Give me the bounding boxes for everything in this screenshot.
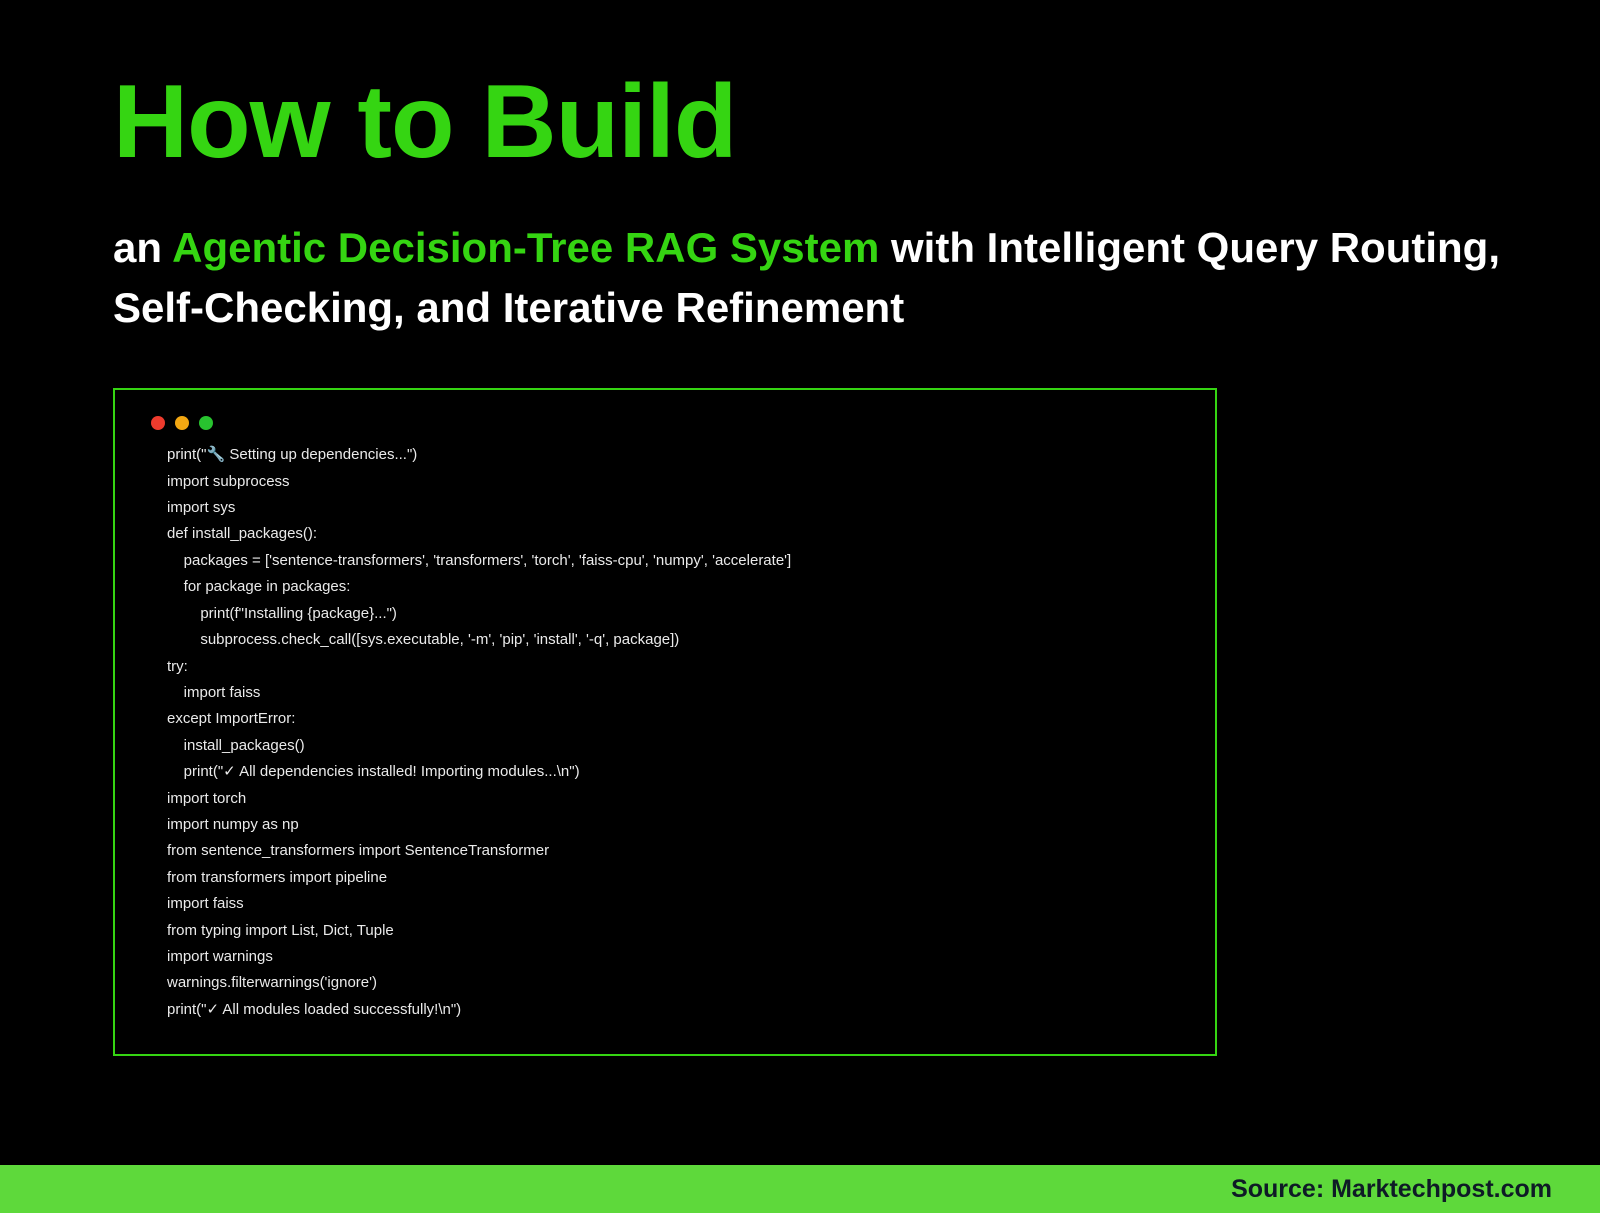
subtitle-prefix: an xyxy=(113,224,173,271)
code-line: for package in packages: xyxy=(167,578,351,596)
code-line: print("🔧 Setting up dependencies...") xyxy=(167,446,418,464)
page-subtitle xyxy=(113,218,1503,337)
code-line: except ImportError: xyxy=(167,710,296,728)
main-content xyxy=(0,64,1600,1056)
code-line: print("✓ All dependencies installed! Importing modules...\n") xyxy=(167,763,580,781)
code-line: import numpy as np xyxy=(167,815,299,833)
code-line: def install_packages(): xyxy=(167,525,318,543)
code-line: import warnings xyxy=(167,947,273,965)
code-line: packages = ['sentence-transformers', 'transformers', 'torch', 'faiss-cpu', 'numpy', 'accelerate'] xyxy=(167,551,792,569)
source-credit: Source: Marktechpost.com xyxy=(1231,1175,1552,1203)
close-dot-icon xyxy=(151,416,165,430)
code-line: import faiss xyxy=(167,895,244,913)
minimize-dot-icon xyxy=(175,416,189,430)
footer-bar xyxy=(0,1165,1600,1213)
page-title: How to Build xyxy=(113,64,737,180)
code-window xyxy=(113,388,1217,1056)
code-line: from typing import List, Dict, Tuple xyxy=(167,921,394,939)
code-line: print("✓ All modules loaded successfully!\n") xyxy=(167,1000,462,1018)
code-line: from sentence_transformers import SentenceTransformer xyxy=(167,842,550,860)
code-line: import faiss xyxy=(167,683,261,701)
page xyxy=(0,64,1600,1213)
code-block xyxy=(167,442,1215,1023)
code-line: import torch xyxy=(167,789,247,807)
code-line: install_packages() xyxy=(167,736,305,754)
code-line: subprocess.check_call([sys.executable, '-m', 'pip', 'install', '-q', package]) xyxy=(167,631,680,649)
subtitle-rest: with Intelligent Query Routing, Self-Checking, and Iterative Refinement xyxy=(113,224,1500,331)
code-line: import sys xyxy=(167,499,236,517)
code-line: print(f"Installing {package}...") xyxy=(167,604,397,622)
window-controls xyxy=(151,416,1215,430)
code-line: warnings.filterwarnings('ignore') xyxy=(167,974,377,992)
subtitle-highlight: Agentic Decision-Tree RAG System xyxy=(172,224,880,271)
maximize-dot-icon xyxy=(199,416,213,430)
code-line: from transformers import pipeline xyxy=(167,868,388,886)
code-line: try: xyxy=(167,657,188,675)
code-line: import subprocess xyxy=(167,472,290,490)
